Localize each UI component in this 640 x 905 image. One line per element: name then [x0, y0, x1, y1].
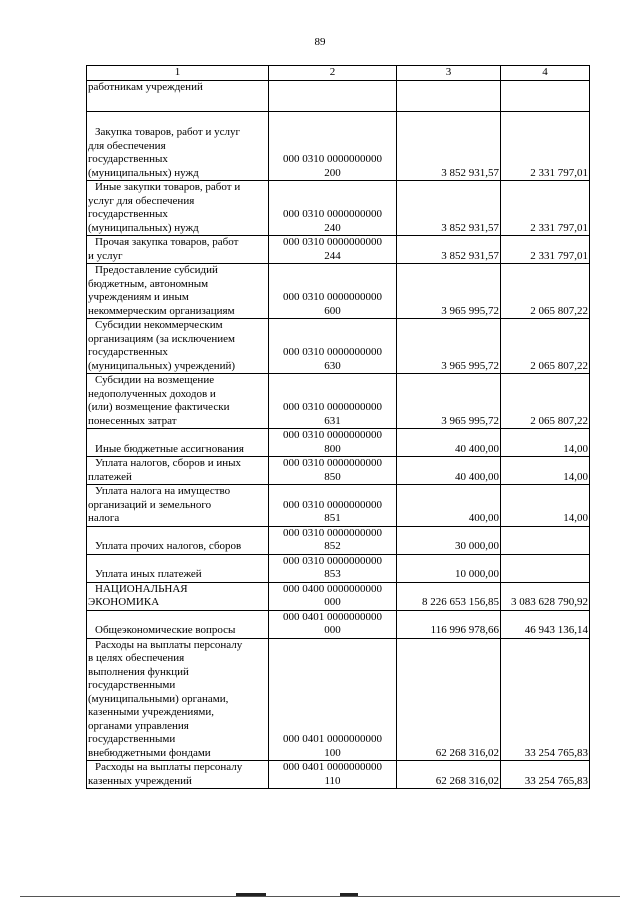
- description-line: Расходы на выплаты персоналу: [95, 638, 243, 651]
- code-line: 851: [324, 512, 341, 524]
- row-code: [269, 554, 397, 582]
- description-line: государственными: [88, 733, 176, 745]
- code-line: 000 0310 0000000000: [283, 554, 382, 567]
- row-value-executed: 14,00: [501, 485, 590, 527]
- row-value-approved: 116 996 978,66: [397, 610, 501, 638]
- table-row: [87, 485, 590, 527]
- description-line: недополученных доходов и: [88, 387, 216, 400]
- table-row: [87, 638, 590, 761]
- row-value-approved: 3 852 931,57: [397, 236, 501, 264]
- row-value-approved: 40 400,00: [397, 457, 501, 485]
- table-row: [87, 236, 590, 264]
- row-value-approved: 30 000,00: [397, 526, 501, 554]
- row-code: [269, 429, 397, 457]
- row-code: [269, 319, 397, 374]
- code-line: 000 0400 0000000000: [283, 582, 382, 595]
- description-line: организаций и земельного: [88, 498, 212, 511]
- description-line: Уплата прочих налогов, сборов: [95, 540, 242, 552]
- page-number: 89: [314, 36, 326, 48]
- row-code: [269, 761, 397, 789]
- code-line: 000 0310 0000000000: [283, 498, 382, 511]
- row-code: [269, 457, 397, 485]
- description-line: (муниципальных) нужд: [88, 166, 199, 179]
- description-line: Уплата налога на имущество: [95, 485, 231, 497]
- description-line: платежей: [88, 470, 132, 483]
- column-header-2: 2: [269, 66, 397, 81]
- code-line: 000 0310 0000000000: [283, 153, 382, 165]
- code-line: 850: [324, 470, 341, 483]
- description-line: государственных: [88, 208, 168, 220]
- row-value-executed: 2 331 797,01: [501, 181, 590, 236]
- row-value-executed: [501, 554, 590, 582]
- row-value-approved: 3 965 995,72: [397, 374, 501, 429]
- code-line: 800: [324, 442, 341, 455]
- table-body: [87, 81, 590, 789]
- empty-cell: [269, 81, 397, 112]
- row-value-executed: 14,00: [501, 457, 590, 485]
- description-line: налога: [88, 512, 120, 524]
- code-line: 853: [324, 568, 341, 580]
- code-line: 100: [324, 746, 341, 759]
- description-line: в целях обеспечения: [88, 652, 185, 664]
- header-row: [87, 66, 590, 81]
- scan-artifact-mark: [236, 893, 266, 896]
- row-description: [87, 582, 269, 610]
- table-row: [87, 319, 590, 374]
- description-line: бюджетным, автономным: [88, 277, 209, 290]
- row-description: [87, 112, 269, 181]
- column-header-1: 1: [87, 66, 269, 81]
- row-code: [269, 582, 397, 610]
- row-value-approved: 40 400,00: [397, 429, 501, 457]
- row-description: [87, 264, 269, 319]
- row-code: [269, 374, 397, 429]
- row-value-executed: 2 065 807,22: [501, 319, 590, 374]
- code-line: 240: [324, 221, 341, 234]
- description-line: государственными: [88, 679, 176, 691]
- description-line: (муниципальными) органами,: [88, 692, 229, 705]
- row-value-approved: 400,00: [397, 485, 501, 527]
- row-value-executed: 2 065 807,22: [501, 264, 590, 319]
- row-value-approved: 3 965 995,72: [397, 319, 501, 374]
- code-line: 000 0401 0000000000: [283, 761, 382, 773]
- row-description: [87, 761, 269, 789]
- continuation-text: работникам учреждений: [87, 81, 269, 112]
- row-description: [87, 319, 269, 374]
- scan-artifact-mark: [340, 893, 358, 896]
- row-value-executed: 46 943 136,14: [501, 610, 590, 638]
- row-description: [87, 374, 269, 429]
- description-line: некоммерческим организациям: [88, 304, 235, 317]
- empty-cell: [397, 81, 501, 112]
- description-line: организациям (за исключением: [88, 332, 236, 345]
- row-value-executed: 33 254 765,83: [501, 638, 590, 761]
- code-line: 631: [324, 414, 341, 427]
- code-line: 852: [324, 540, 341, 552]
- table-row: [87, 761, 590, 789]
- row-value-executed: [501, 526, 590, 554]
- row-value-approved: 8 226 653 156,85: [397, 582, 501, 610]
- description-line: Субсидии некоммерческим: [95, 319, 223, 331]
- description-line: Предоставление субсидий: [95, 264, 218, 276]
- table-row: [87, 526, 590, 554]
- description-line: Иные закупки товаров, работ и: [95, 181, 241, 193]
- row-value-executed: 2 331 797,01: [501, 112, 590, 181]
- row-code: [269, 236, 397, 264]
- table-row: [87, 429, 590, 457]
- code-line: 244: [324, 249, 341, 262]
- description-line: услуг для обеспечения: [88, 194, 195, 207]
- empty-cell: [501, 81, 590, 112]
- row-description: [87, 236, 269, 264]
- description-line: (муниципальных) учреждений): [88, 359, 236, 372]
- table-row: [87, 264, 590, 319]
- code-line: 000 0310 0000000000: [283, 429, 382, 441]
- table-row: [87, 610, 590, 638]
- row-value-approved: 62 268 316,02: [397, 761, 501, 789]
- code-line: 630: [324, 359, 341, 372]
- row-description: [87, 610, 269, 638]
- description-line: казенных учреждений: [88, 774, 192, 787]
- description-line: Общеэкономические вопросы: [95, 624, 236, 636]
- code-line: 110: [324, 774, 341, 787]
- code-line: 000 0310 0000000000: [283, 346, 382, 358]
- code-line: 000 0401 0000000000: [283, 733, 382, 745]
- code-line: 000 0401 0000000000: [283, 610, 382, 623]
- continuation-row: [87, 81, 590, 112]
- description-line: Прочая закупка товаров, работ: [95, 236, 239, 248]
- column-header-4: 4: [501, 66, 590, 81]
- code-line: 200: [324, 166, 341, 179]
- row-description: [87, 485, 269, 527]
- row-code: [269, 181, 397, 236]
- description-line: и услуг: [88, 249, 123, 262]
- row-code: [269, 112, 397, 181]
- description-line: для обеспечения: [88, 139, 166, 152]
- description-line: государственных: [88, 153, 168, 165]
- table-row: [87, 457, 590, 485]
- row-code: [269, 485, 397, 527]
- row-code: [269, 610, 397, 638]
- row-value-approved: 62 268 316,02: [397, 638, 501, 761]
- description-line: Уплата иных платежей: [95, 568, 202, 580]
- row-description: [87, 554, 269, 582]
- description-line: НАЦИОНАЛЬНАЯ: [95, 582, 188, 595]
- code-line: 000 0310 0000000000: [283, 208, 382, 220]
- code-line: 000 0310 0000000000: [283, 401, 382, 413]
- table-row: [87, 374, 590, 429]
- description-line: Закупка товаров, работ и услуг: [95, 126, 240, 138]
- description-line: (или) возмещение фактически: [88, 401, 230, 413]
- description-line: казенными учреждениями,: [88, 706, 214, 718]
- code-line: 000: [324, 624, 341, 636]
- description-line: Иные бюджетные ассигнования: [95, 442, 244, 455]
- budget-table: [86, 65, 590, 789]
- row-value-executed: 2 065 807,22: [501, 374, 590, 429]
- code-line: 000: [324, 596, 341, 608]
- column-header-3: 3: [397, 66, 501, 81]
- description-line: Расходы на выплаты персоналу: [95, 761, 243, 773]
- row-value-executed: 2 331 797,01: [501, 236, 590, 264]
- row-code: [269, 264, 397, 319]
- table-row: [87, 181, 590, 236]
- row-value-executed: 3 083 628 790,92: [501, 582, 590, 610]
- description-line: государственных: [88, 346, 168, 358]
- code-line: 000 0310 0000000000: [283, 457, 382, 469]
- description-line: Субсидии на возмещение: [95, 374, 215, 386]
- row-value-approved: 3 852 931,57: [397, 181, 501, 236]
- row-description: [87, 638, 269, 761]
- row-description: [87, 526, 269, 554]
- code-line: 000 0310 0000000000: [283, 291, 382, 303]
- row-value-executed: 14,00: [501, 429, 590, 457]
- description-line: внебюджетными фондами: [88, 746, 211, 759]
- row-description: [87, 181, 269, 236]
- code-line: 000 0310 0000000000: [283, 526, 382, 539]
- table-row: [87, 112, 590, 181]
- table-row: [87, 554, 590, 582]
- code-line: 600: [324, 304, 341, 317]
- table-row: [87, 582, 590, 610]
- description-line: (муниципальных) нужд: [88, 221, 199, 234]
- row-value-approved: 3 852 931,57: [397, 112, 501, 181]
- description-line: понесенных затрат: [88, 414, 177, 427]
- row-description: [87, 429, 269, 457]
- description-line: ЭКОНОМИКА: [88, 596, 160, 608]
- description-line: Уплата налогов, сборов и иных: [95, 457, 242, 469]
- description-line: выполнения функций: [88, 665, 189, 678]
- row-value-approved: 3 965 995,72: [397, 264, 501, 319]
- table-header: [87, 66, 590, 81]
- row-value-approved: 10 000,00: [397, 554, 501, 582]
- description-line: органами управления: [88, 719, 189, 732]
- description-line: учреждениям и иным: [88, 291, 189, 303]
- scan-artifact-line: [20, 896, 620, 897]
- row-code: [269, 526, 397, 554]
- row-code: [269, 638, 397, 761]
- code-line: 000 0310 0000000000: [283, 236, 382, 248]
- row-description: [87, 457, 269, 485]
- row-value-executed: 33 254 765,83: [501, 761, 590, 789]
